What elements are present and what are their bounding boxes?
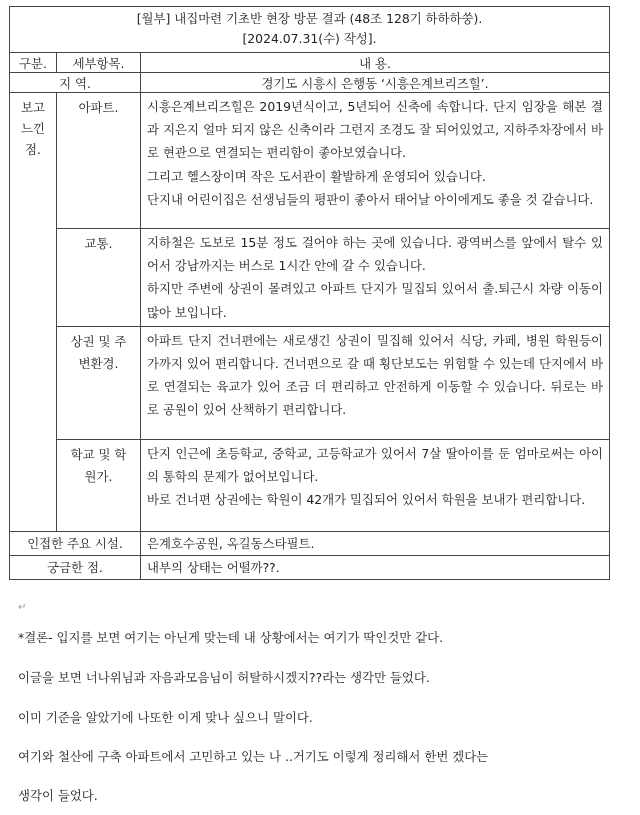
header-content: 내 용.: [141, 53, 610, 73]
subitem-commercial-text: 상권 및 주변환경.: [70, 333, 127, 371]
facilities-label: 인접한 주요 시설.: [10, 531, 141, 555]
content-transport: [141, 229, 610, 327]
content-apartment-line: 그리고 헬스장이며 작은 도서관이 활발하게 운영되어 있습니다.: [147, 168, 486, 184]
title-cell: [10, 7, 610, 53]
content-school: [141, 439, 610, 531]
impression-row-commercial: [10, 326, 610, 439]
header-category: 구분.: [10, 53, 57, 73]
location-row: [10, 73, 610, 93]
content-school-line: 바로 건너편 상권에는 학원이 42개가 밀집되어 있어서 학원을 보내가 편리합니다.: [147, 492, 586, 508]
facilities-value: 은계호수공원, 옥길동스타필트.: [141, 531, 610, 555]
content-transport-line: 지하철은 도보로 15분 정도 걸어야 하는 곳에 있습니다. 광역버스를 앞에서 탈수 있어서 강남까지는 버스로 1시간 안에 갈 수 있습니다.: [147, 235, 604, 274]
impression-row-transport: [10, 229, 610, 327]
impression-row-apartment: [10, 93, 610, 229]
question-value: 내부의 상태는 어떨까??.: [141, 555, 610, 579]
visit-report-table: [9, 6, 610, 580]
paragraph-mark: ↵: [18, 602, 27, 613]
subitem-commercial: [57, 326, 141, 439]
paragraph-4: 여기와 철산에 구축 아파트에서 고민하고 있는 나 ..거기도 이렇게 정리해서 한번 겠다는: [18, 749, 489, 764]
facilities-row: [10, 531, 610, 555]
question-row: [10, 555, 610, 579]
report-date: [2024.07.31(수) 작성].: [242, 31, 377, 46]
content-apartment-line: 시흥은계브리즈힐은 2019년식이고, 5년되어 신축에 속합니다. 단지 임장을 해본 결과 지은지 얼마 되지 않은 신축이라 그런지 조경도 잘 되어있었고, 지하주차장에서 바로 현관으로 연결되는 편리함이 좋아보였습니다.: [147, 99, 604, 161]
location-label: 지 역.: [10, 73, 141, 93]
conclusion-paragraph: *결론- 입지를 보면 여기는 아닌게 맞는데 내 상황에서는 여기가 딱인것만 같다.: [18, 630, 444, 645]
column-header-row: [10, 53, 610, 73]
impressions-label: [10, 93, 57, 532]
header-subitem: 세부항목.: [57, 53, 141, 73]
subitem-school-text: 학교 및 학원가.: [70, 446, 127, 484]
location-value: 경기도 시흥시 은행동 ‘시흥은계브리즈힐’.: [141, 73, 610, 93]
subitem-transport: 교통.: [57, 229, 141, 327]
content-commercial-line: 아파트 단지 건너편에는 새로생긴 상권이 밀집해 있어서 식당, 카페, 병원 학원등이 가까지 있어 편리합니다. 건너편으로 갈 때 횡단보도는 위험할 수 있는데 단지에서 바로 연결되는 육교가 있어 조금 더 편리하고 안전하게 이동할 수 있습니다. 뒤로는 바로 공원이 있어 산책하기 편리합니다.: [147, 332, 604, 418]
subitem-school: [57, 439, 141, 531]
paragraph-5: 생각이 들었다.: [18, 788, 98, 803]
report-title: [월부] 내집마련 기초반 현장 방문 결과 (48조 128기 하하하쑹).: [136, 11, 483, 26]
content-school-line: 단지 인근에 초등학교, 중학교, 고등학교가 있어서 7살 딸아이를 둔 엄마로써는 아이의 통학의 문제가 없어보입니다.: [147, 445, 604, 485]
content-apartment-line: 단지내 어린이집은 선생님들의 평판이 좋아서 태어날 아이에게도 좋을 것 같습니다.: [147, 191, 594, 207]
content-transport-line: 하지만 주변에 상권이 몰려있고 아파트 단지가 밀집되 있어서 출.퇴근시 차량 이동이 많아 보입니다.: [147, 281, 604, 320]
impressions-label-text: 보고 느낀 점.: [21, 100, 45, 157]
impression-row-school: [10, 439, 610, 531]
paragraph-3: 이미 기준을 알았기에 나또한 이게 맞나 싶으니 말이다.: [18, 710, 313, 725]
content-commercial: [141, 326, 610, 439]
paragraph-2: 이글을 보면 너나위님과 자음과모음님이 허탈하시겠지??라는 생각만 들었다.: [18, 670, 430, 685]
question-label: 궁금한 점.: [10, 555, 141, 579]
title-row: [10, 7, 610, 53]
subitem-apartment: 아파트.: [57, 93, 141, 229]
content-apartment: [141, 93, 610, 229]
